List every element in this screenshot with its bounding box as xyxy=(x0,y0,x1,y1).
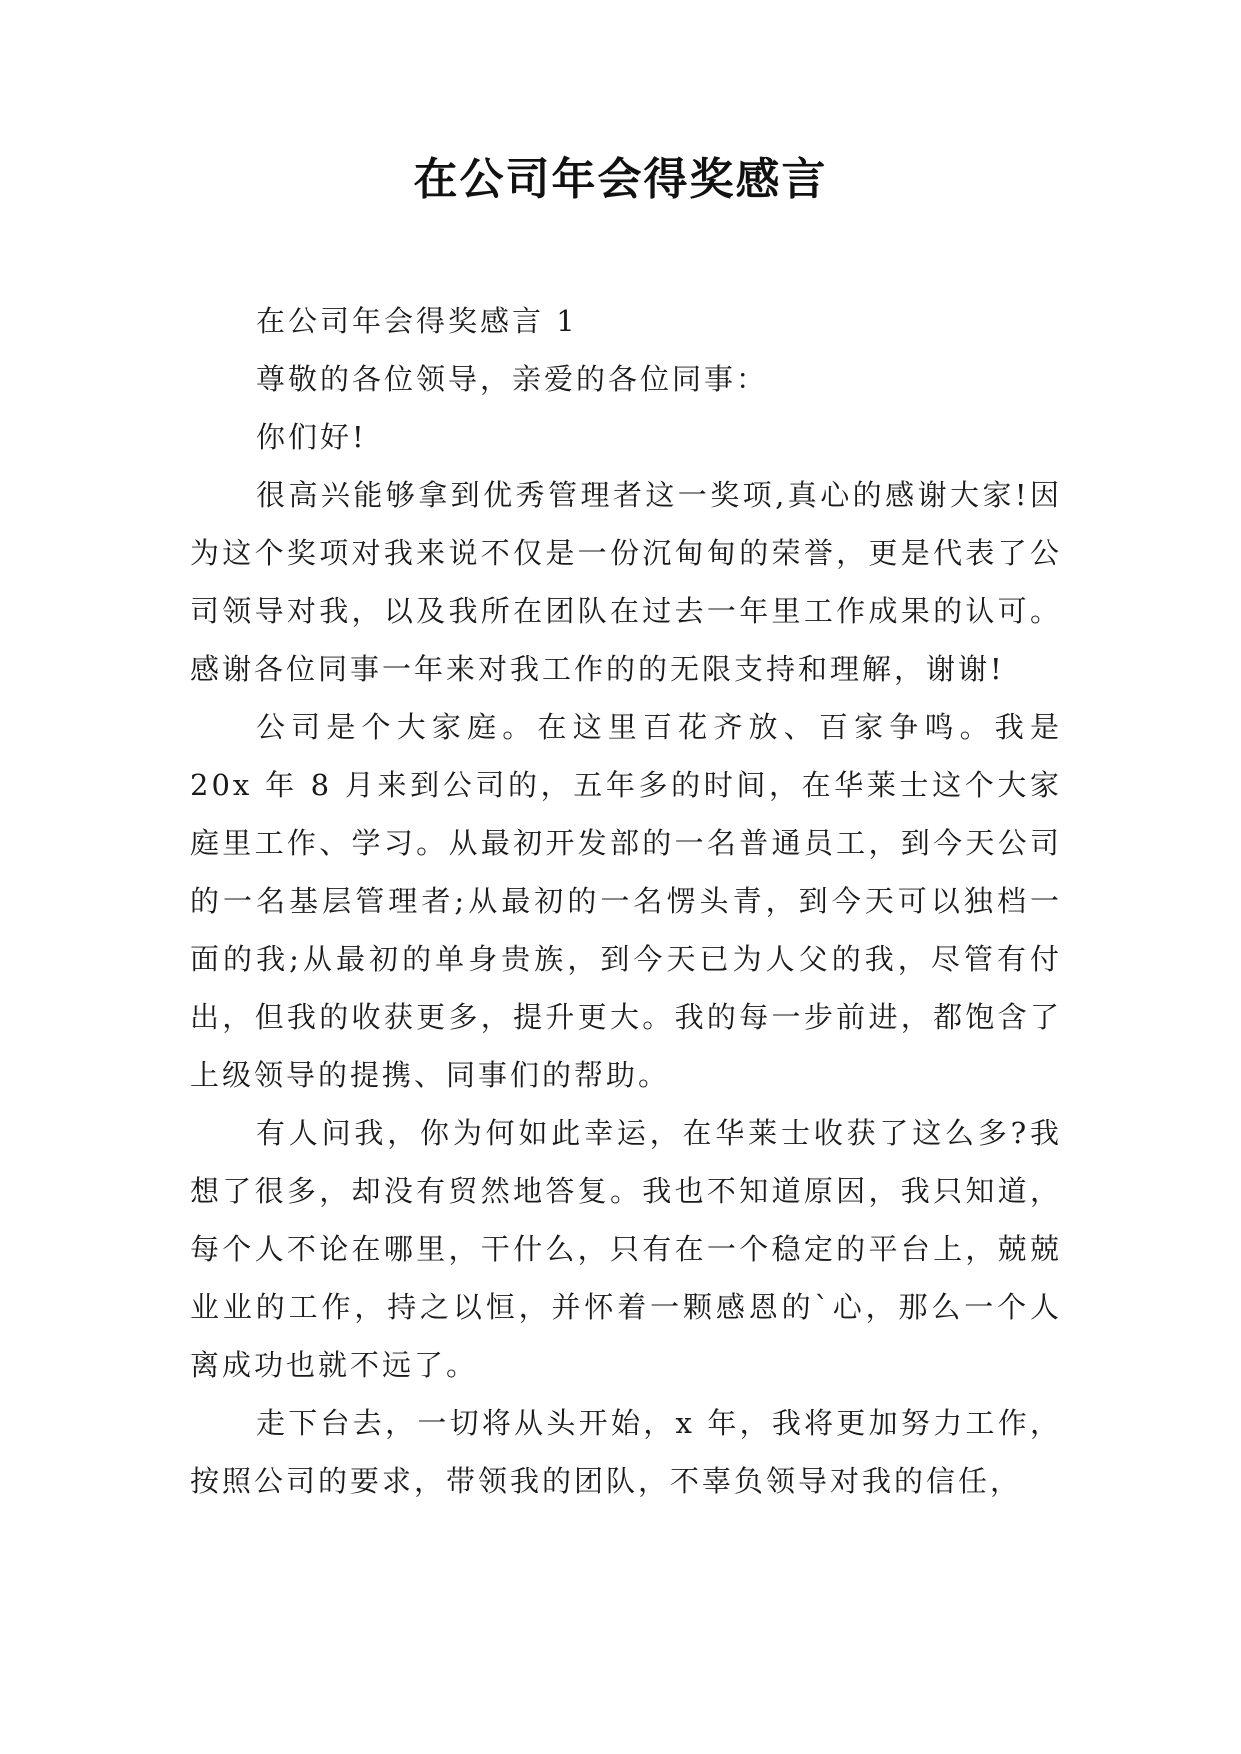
document-title: 在公司年会得奖感言 xyxy=(413,154,828,205)
paragraph-salutation: 尊敬的各位领导，亲爱的各位同事： xyxy=(256,362,769,396)
paragraph-future: 走下台去，一切将从头开始，x 年，我将更加努力工作，按照公司的要求，带领我的团队，不辜负领导对我的信任， xyxy=(190,1406,1062,1498)
paragraph-luck: 有人问我，你为何如此幸运，在华莱士收获了这么多?我想了很多，却没有贸然地答复。我也不知道原因，我只知道，每个人不论在哪里，干什么，只有在一个稳定的平台上，兢兢业业的工作，持之以恒，并怀着一颗感恩的`心，那么一个人离成功也就不远了。 xyxy=(190,1116,1062,1382)
paragraph-heading: 在公司年会得奖感言 1 xyxy=(256,304,578,338)
paragraph-thanks: 很高兴能够拿到优秀管理者这一奖项,真心的感谢大家!因为这个奖项对我来说不仅是一份沉甸甸的荣誉，更是代表了公司领导对我，以及我所在团队在过去一年里工作成果的认可。感谢各位同事一年来对我工作的的无限支持和理解，谢谢! xyxy=(190,478,1062,686)
paragraph-greeting: 你们好! xyxy=(256,420,367,454)
paragraph-company-family: 公司是个大家庭。在这里百花齐放、百家争鸣。我是 20x 年 8 月来到公司的，五年多的时间，在华莱士这个大家庭里工作、学习。从最初开发部的一名普通员工，到今天公司的一名基层管理者;从最初的一名愣头青，到今天可以独档一面的我;从最初的单身贵族，到今天已为人父的我，尽管有付出，但我的收获更多，提升更大。我的每一步前进，都饱含了上级领导的提携、同事们的帮助。 xyxy=(190,710,1062,1092)
document-body xyxy=(190,292,1062,1510)
